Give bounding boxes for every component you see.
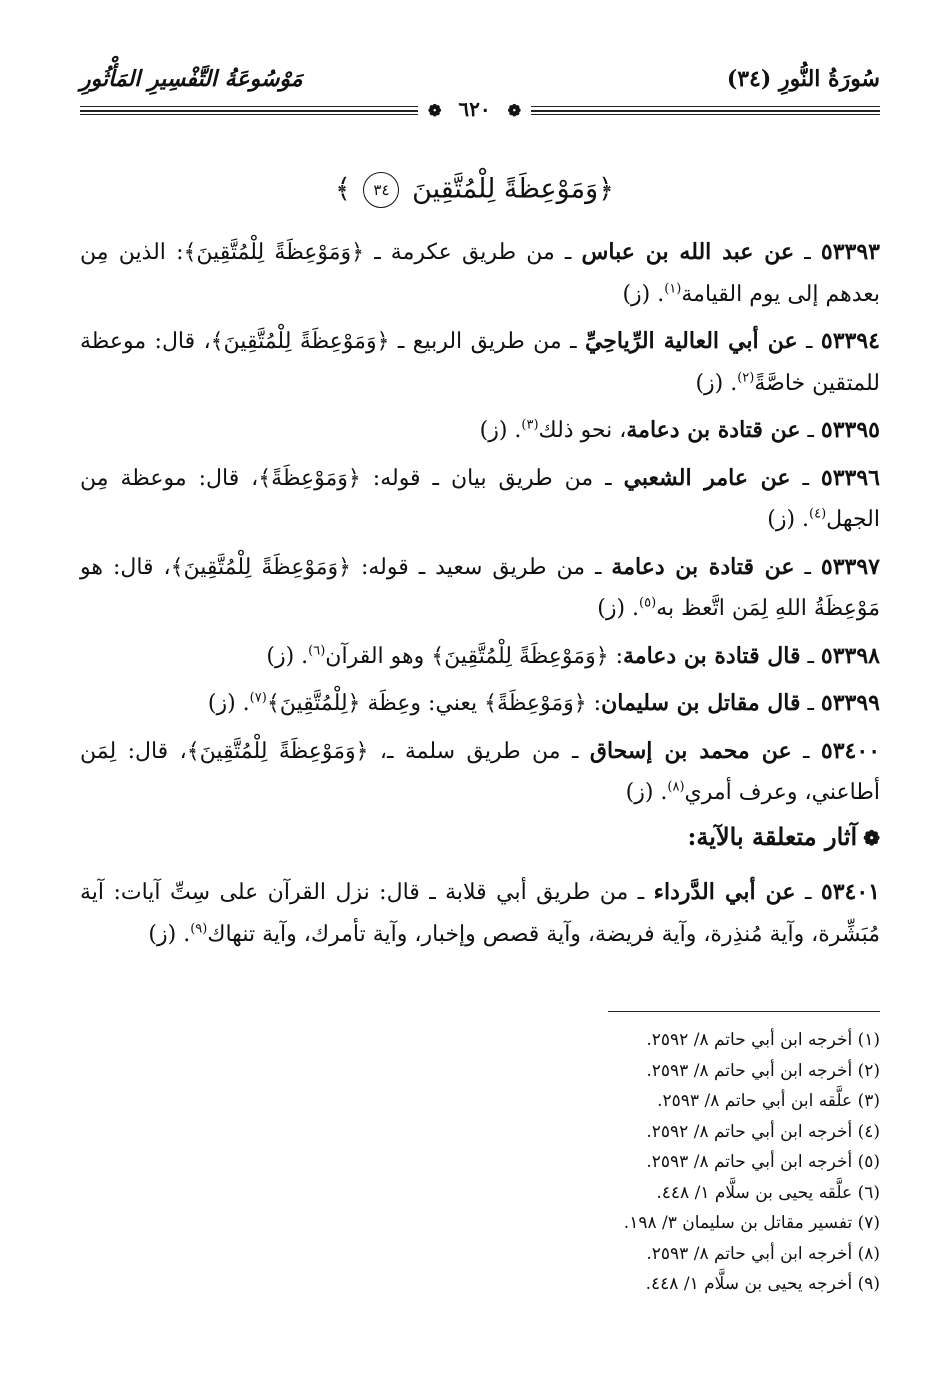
page-number: ٦٢٠ xyxy=(450,97,498,121)
entry-narrator: قال قتادة بن دعامة xyxy=(623,642,801,669)
entry-number: ٥٣٤٠٠ xyxy=(820,737,881,764)
flower-icon: ❁ xyxy=(863,826,880,850)
entry: ٥٣٣٩٤ ـ عن أبي العالية الرِّياحِيِّ ـ من طريق الربيع ـ ﴿وَمَوْعِظَةً لِلْمُتَّقِينَ﴾، قال: موعظة للمتقين خاصَّةً$^{(٢)}$. (ز) xyxy=(80,328,880,396)
footnote-separator xyxy=(608,1011,880,1012)
entry-tail: . (ز) xyxy=(767,507,810,532)
footnote-ref[interactable]: (٧) xyxy=(249,690,267,706)
verse-close-bracket: ﴾ xyxy=(335,173,351,205)
entry: ٥٣٣٩٥ ـ عن قتادة بن دعامة، نحو ذلك$^{(٣)}$. (ز) xyxy=(479,417,880,443)
footnote-ref[interactable]: (٨) xyxy=(667,779,685,795)
entry-narrator: عن أبي الدَّرداء xyxy=(653,879,796,905)
section-heading xyxy=(688,822,880,851)
footnote-ref[interactable]: (١) xyxy=(664,281,682,297)
entry-tail: . (ز) xyxy=(695,370,738,396)
footnote-item: (٥) أخرجه ابن أبي حاتم ٨/ ٢٥٩٣. xyxy=(646,1152,880,1172)
entry-number: ٥٣٤٠١ xyxy=(820,879,880,905)
entry-narrator: قال مقاتل بن سليمان xyxy=(601,690,801,716)
entry-narrator: عن عامر الشعبي xyxy=(623,464,791,491)
entry: ٥٣٣٩٧ ـ عن قتادة بن دعامة ـ من طريق سعيد ـ قوله: ﴿وَمَوْعِظَةً لِلْمُتَّقِينَ﴾، قال: هو مَوْعِظَةُ اللهِ لِمَن اتَّعظ به$^{(٥)}$. (ز) xyxy=(80,553,880,621)
footnote-ref[interactable]: (٥) xyxy=(639,595,657,611)
verse-text: ﴿وَمَوْعِظَةً لِلْمُتَّقِينَ xyxy=(412,173,614,205)
entry-narrator: عن عبد الله بن عباس xyxy=(581,239,795,265)
entry-number: ٥٣٣٩٧ xyxy=(820,553,880,580)
entry: ٥٣٤٠٠ ـ عن محمد بن إسحاق ـ من طريق سلمة ـ، ﴿وَمَوْعِظَةً لِلْمُتَّقِينَ﴾، قال: لِمَن أطاعني، وعرف أمري$^{(٨)}$. (ز) xyxy=(80,737,881,805)
entry-body: ، نحو ذلك xyxy=(538,418,627,443)
footnote-item: (٨) أخرجه ابن أبي حاتم ٨/ ٢٥٩٣. xyxy=(646,1243,880,1264)
entry: ٥٣٤٠١ ـ عن أبي الدَّرداء ـ من طريق أبي قلابة ـ قال: نزل القرآن على سِتِّ آيات: آية مُبَشِّرة، وآية مُنذِرة، وآية فريضة، وآية قصص وإخبار، وآية تأمرك، وآية تنهاك$^{(٩)}$. (ز) xyxy=(80,879,880,947)
entry-narrator: عن قتادة بن دعامة xyxy=(611,553,795,580)
entry-body: ـ من طريق سعيد ـ قوله: ﴿وَمَوْعِظَةً لِلْمُتَّقِينَ﴾، قال: هو مَوْعِظَةُ اللهِ لِمَن اتَّعظ به xyxy=(80,554,880,621)
entry-tail: . (ز) xyxy=(266,643,309,669)
footnote-ref[interactable]: (٩) xyxy=(190,921,208,937)
entry-tail: . (ز) xyxy=(207,691,250,716)
entries-block xyxy=(80,232,880,814)
entry-body: ـ من طريق بيان ـ قوله: ﴿وَمَوْعِظَةً﴾، قال: موعظة مِن الجهل xyxy=(80,465,880,532)
section-heading-text: آثار متعلقة بالآية: xyxy=(687,822,858,851)
entry-tail: . (ز) xyxy=(625,780,668,805)
book-title: مَوْسُوعَةُ التَّفْسِيرِ المَأْثُورِ xyxy=(80,66,303,92)
entry: ٥٣٣٩٩ ـ قال مقاتل بن سليمان: ﴿وَمَوْعِظَةً﴾ يعني: وعِظَة ﴿لِلْمُتَّقِينَ﴾$^{(٧)}$. (ز) xyxy=(207,690,880,716)
entry-body: : ﴿وَمَوْعِظَةً لِلْمُتَّقِينَ﴾ وهو القرآن xyxy=(325,643,624,669)
footnote-item: (٩) أخرجه يحيى بن سلَّام ١/ ٤٤٨. xyxy=(645,1274,880,1294)
footnote-item: (٧) تفسير مقاتل بن سليمان ٣/ ١٩٨. xyxy=(623,1213,880,1233)
ornament-icon: ❁ xyxy=(428,101,442,120)
entry-narrator: عن محمد بن إسحاق xyxy=(589,737,792,764)
entry-body: ـ من طريق عكرمة ـ ﴿وَمَوْعِظَةً لِلْمُتَّقِينَ﴾: الذين مِن بعدهم إلى يوم القيامة xyxy=(80,240,880,307)
footnote-item: (١) أخرجه ابن أبي حاتم ٨/ ٢٥٩٢. xyxy=(646,1030,880,1050)
ornament-icon: ❁ xyxy=(507,101,521,120)
footnote-item: (٦) علَّقه يحيى بن سلَّام ١/ ٤٤٨. xyxy=(656,1182,880,1203)
entry-number: ٥٣٣٩٣ xyxy=(820,239,880,265)
surah-title: سُورَةُ النُّورِ (٣٤) xyxy=(726,66,880,92)
entry-tail: . (ز) xyxy=(148,921,191,947)
entry-tail: . (ز) xyxy=(622,281,665,307)
entry-number: ٥٣٣٩٤ xyxy=(820,328,880,354)
entry-body: ـ من طريق الربيع ـ ﴿وَمَوْعِظَةً لِلْمُتَّقِينَ﴾، قال: موعظة للمتقين خاصَّةً xyxy=(80,329,880,396)
entry-body: ـ من طريق أبي قلابة ـ قال: نزل القرآن على سِتِّ آيات: آية مُبَشِّرة، وآية مُنذِرة، وآية فريضة، وآية قصص وإخبار، وآية تأمرك، وآية تنهاك xyxy=(80,880,880,947)
entry-number: ٥٣٣٩٩ xyxy=(820,690,880,716)
entry-body: : ﴿وَمَوْعِظَةً﴾ يعني: وعِظَة ﴿لِلْمُتَّقِينَ﴾ xyxy=(266,691,602,716)
entry-tail: . (ز) xyxy=(597,596,640,621)
entry-narrator: عن قتادة بن دعامة xyxy=(626,417,801,443)
footnote-ref[interactable]: (٤) xyxy=(809,506,827,522)
verse-heading xyxy=(0,172,949,208)
entry-narrator: عن أبي العالية الرِّياحِيِّ xyxy=(584,328,798,354)
verse-number-badge: ٣٤ xyxy=(363,172,399,208)
footnote-ref[interactable]: (٢) xyxy=(737,370,755,386)
entry-number: ٥٣٣٩٥ xyxy=(820,417,880,443)
entry-body: ـ من طريق سلمة ـ، ﴿وَمَوْعِظَةً لِلْمُتَّقِينَ﴾، قال: لِمَن أطاعني، وعرف أمري xyxy=(80,738,880,805)
entry-number: ٥٣٣٩٦ xyxy=(820,464,880,491)
entry: ٥٣٣٩٣ ـ عن عبد الله بن عباس ـ من طريق عكرمة ـ ﴿وَمَوْعِظَةً لِلْمُتَّقِينَ﴾: الذين مِن بعدهم إلى يوم القيامة$^{(١)}$. (ز) xyxy=(80,239,880,307)
entry-number: ٥٣٣٩٨ xyxy=(820,642,880,669)
page-number-container xyxy=(0,97,949,121)
footnote-item: (٤) أخرجه ابن أبي حاتم ٨/ ٢٥٩٢. xyxy=(646,1121,880,1142)
entries-block-after xyxy=(80,872,880,955)
footnote-ref[interactable]: (٣) xyxy=(521,417,539,433)
footnote-ref[interactable]: (٦) xyxy=(308,643,326,659)
entry: ٥٣٣٩٦ ـ عن عامر الشعبي ـ من طريق بيان ـ قوله: ﴿وَمَوْعِظَةً﴾، قال: موعظة مِن الجهل$^{(٤)}$. (ز) xyxy=(80,464,880,532)
entry: ٥٣٣٩٨ ـ قال قتادة بن دعامة: ﴿وَمَوْعِظَةً لِلْمُتَّقِينَ﴾ وهو القرآن$^{(٦)}$. (ز) xyxy=(266,642,880,669)
footnotes-list xyxy=(460,1025,880,1300)
footnote-item: (٢) أخرجه ابن أبي حاتم ٨/ ٢٥٩٣. xyxy=(646,1060,880,1081)
footnote-item: (٣) علَّقه ابن أبي حاتم ٨/ ٢٥٩٣. xyxy=(657,1091,880,1111)
entry-tail: . (ز) xyxy=(479,418,522,443)
